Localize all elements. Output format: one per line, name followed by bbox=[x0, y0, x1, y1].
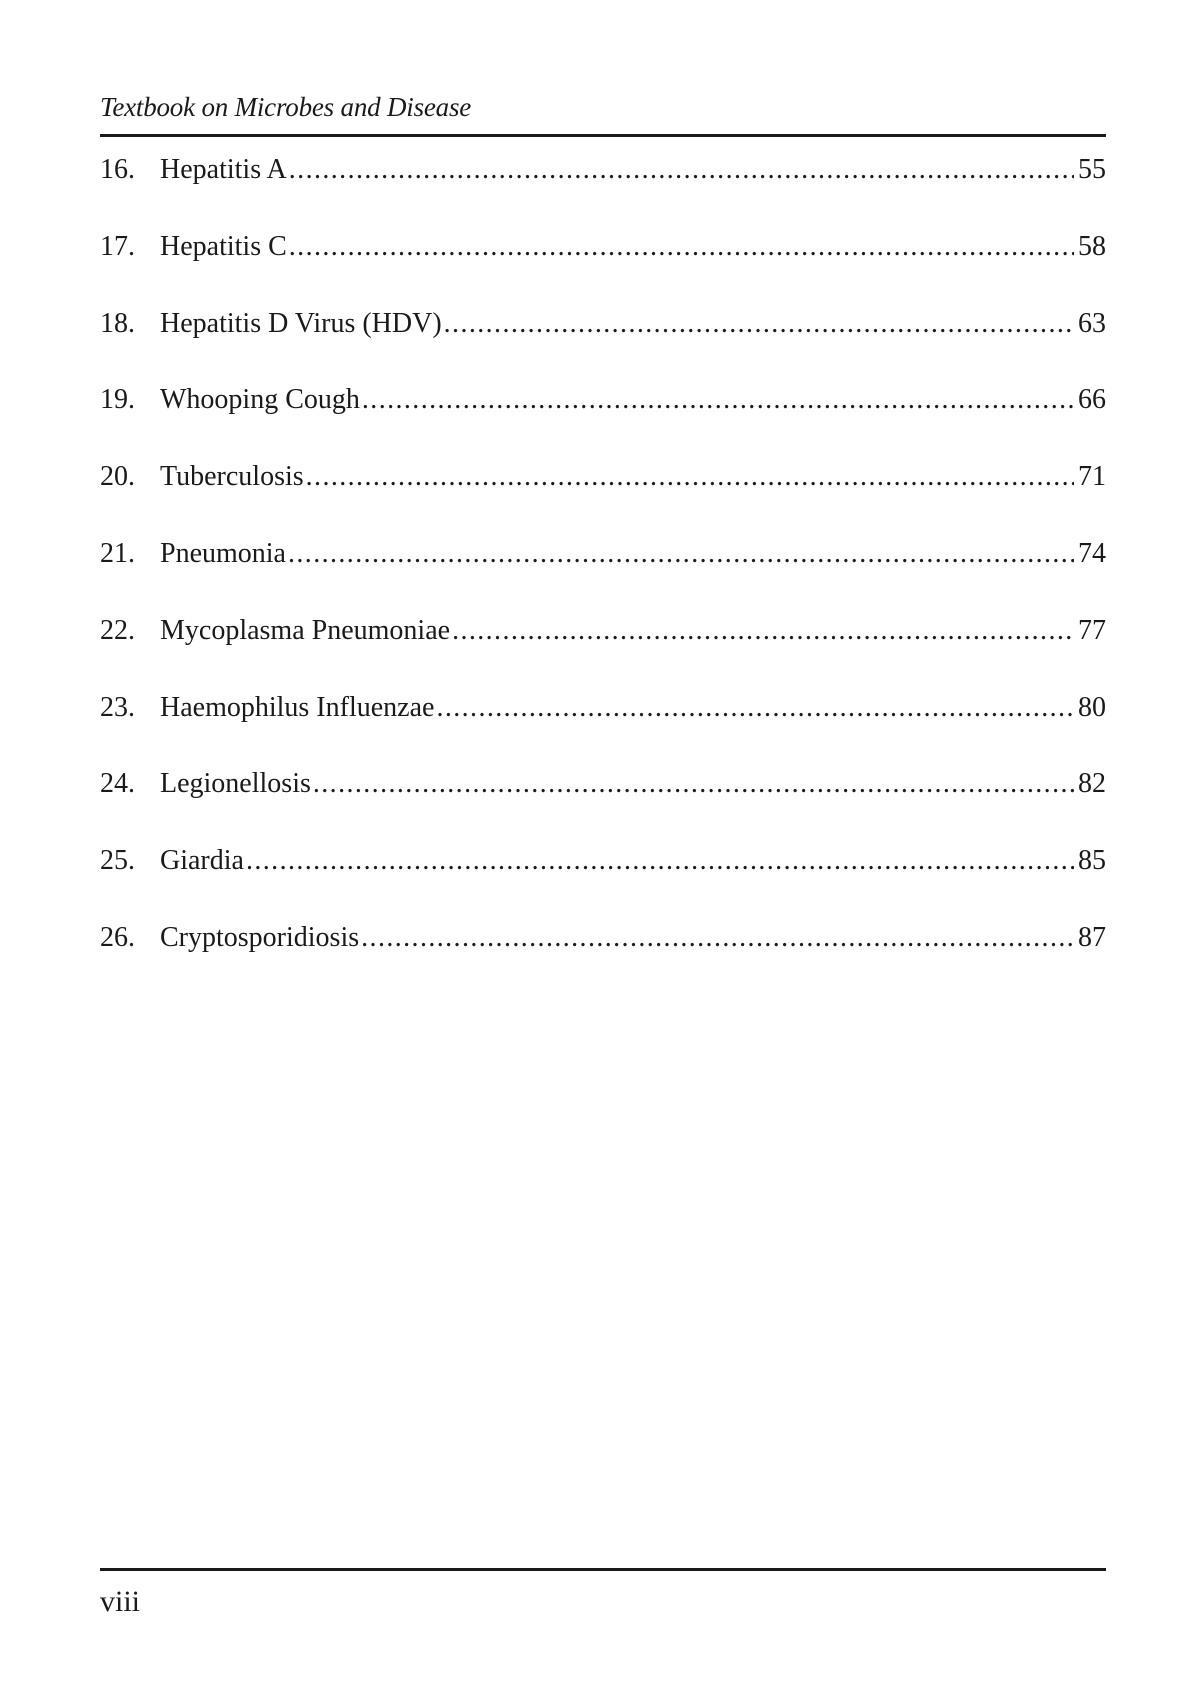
toc-entry-page: 87 bbox=[1078, 921, 1106, 953]
toc-entry-page: 80 bbox=[1078, 691, 1106, 723]
toc-entry-page: 63 bbox=[1078, 307, 1106, 339]
toc-dot-leader bbox=[436, 688, 1074, 728]
toc-dot-leader bbox=[306, 457, 1074, 497]
toc-entry[interactable] bbox=[100, 457, 1106, 534]
toc-dot-leader bbox=[289, 227, 1074, 267]
toc-entry-page: 77 bbox=[1078, 614, 1106, 646]
toc-entry-page: 74 bbox=[1078, 537, 1106, 569]
toc-entry-title: Giardia bbox=[160, 845, 244, 877]
page-number: viii bbox=[100, 1585, 141, 1618]
toc-entry[interactable] bbox=[100, 918, 1106, 995]
toc-dot-leader bbox=[362, 380, 1074, 420]
toc-dot-leader bbox=[361, 918, 1074, 958]
toc-entry-number: 24. bbox=[100, 768, 135, 800]
toc-entry-title: Tuberculosis bbox=[160, 461, 304, 493]
toc-entry-title: Mycoplasma Pneumoniae bbox=[160, 614, 451, 646]
toc-entry[interactable] bbox=[100, 611, 1106, 688]
toc-entry-number: 17. bbox=[100, 230, 135, 262]
toc-entry-number: 19. bbox=[100, 384, 135, 416]
toc-entry-title: Cryptosporidiosis bbox=[160, 921, 360, 953]
toc-entry-number: 23. bbox=[100, 691, 135, 723]
footer-rule bbox=[100, 1568, 1106, 1571]
toc-entry[interactable] bbox=[100, 764, 1106, 841]
toc-entry[interactable] bbox=[100, 688, 1106, 765]
toc-dot-leader bbox=[452, 611, 1074, 651]
toc-entry[interactable] bbox=[100, 841, 1106, 918]
toc-entry[interactable] bbox=[100, 227, 1106, 304]
toc-entry[interactable] bbox=[100, 380, 1106, 457]
toc-dot-leader bbox=[313, 764, 1074, 804]
toc-dot-leader bbox=[289, 150, 1074, 190]
toc-entry-title: Hepatitis C bbox=[160, 230, 287, 262]
table-of-contents bbox=[100, 150, 1106, 995]
toc-entry-title: Hepatitis A bbox=[160, 154, 287, 185]
toc-entry-title: Whooping Cough bbox=[160, 384, 360, 416]
toc-entry-number: 21. bbox=[100, 537, 135, 569]
toc-entry-page: 58 bbox=[1078, 230, 1106, 262]
toc-entry-title: Hepatitis D Virus (HDV) bbox=[160, 307, 442, 339]
toc-entry-page: 55 bbox=[1078, 154, 1106, 185]
toc-entry-page: 82 bbox=[1078, 768, 1106, 800]
running-header: Textbook on Microbes and Disease bbox=[100, 92, 472, 122]
toc-entry-number: 20. bbox=[100, 461, 135, 493]
toc-entry-title: Legionellosis bbox=[160, 768, 311, 800]
toc-entry[interactable] bbox=[100, 304, 1106, 381]
toc-entry-number: 16. bbox=[100, 154, 135, 185]
toc-entry-number: 25. bbox=[100, 845, 135, 877]
toc-entry[interactable] bbox=[100, 150, 1106, 227]
toc-entry-number: 26. bbox=[100, 921, 135, 953]
toc-entry-number: 18. bbox=[100, 307, 135, 339]
toc-entry[interactable] bbox=[100, 534, 1106, 611]
toc-entry-title: Pneumonia bbox=[160, 537, 286, 569]
toc-entry-page: 85 bbox=[1078, 845, 1106, 877]
toc-dot-leader bbox=[288, 534, 1074, 574]
toc-dot-leader bbox=[246, 841, 1074, 881]
toc-dot-leader bbox=[444, 304, 1074, 344]
header-rule bbox=[100, 134, 1106, 137]
toc-entry-number: 22. bbox=[100, 614, 135, 646]
toc-entry-page: 71 bbox=[1078, 461, 1106, 493]
toc-entry-title: Haemophilus Influenzae bbox=[160, 691, 435, 723]
toc-entry-page: 66 bbox=[1078, 384, 1106, 416]
